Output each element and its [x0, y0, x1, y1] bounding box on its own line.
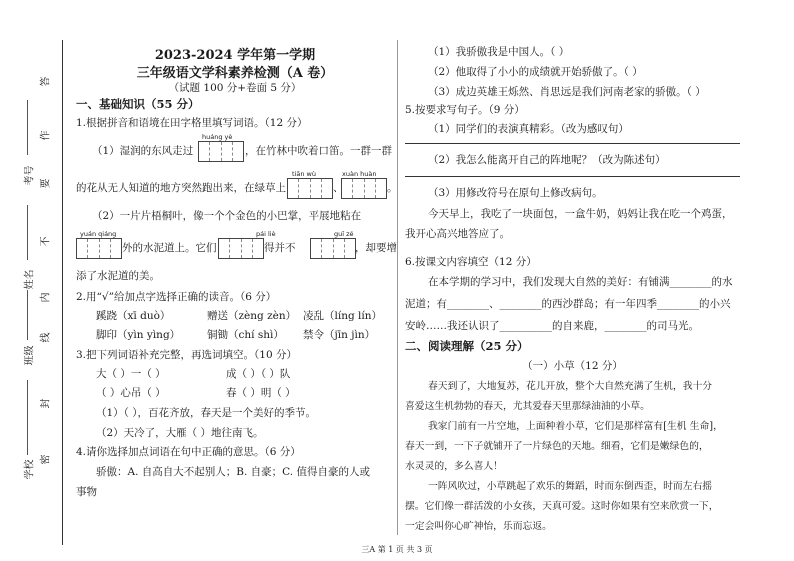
exam-title: 三年级语文学科素养检测（A 卷）: [136, 66, 334, 81]
class-label: 班级: [24, 345, 36, 366]
q2-option[interactable]: 脚印（yìn yìng）: [96, 329, 181, 341]
exam-score-note: （试题 100 分+卷面 5 分）: [168, 82, 302, 94]
section-1-title: 一、基础知识（55 分）: [76, 97, 200, 111]
q1-text: ，在竹林中吹着口笛。一群一群: [245, 145, 392, 157]
section-2-title: 二、阅读理解（25 分）: [405, 339, 529, 353]
column-divider: [397, 40, 398, 535]
q2-option[interactable]: 赠送（zèng zèn）: [207, 310, 297, 322]
question-4: 4.请你选择加点词语在句中正确的意思。（6 分）: [76, 446, 301, 458]
passage-line: 春天一到，一下子就铺开了一片绿色的天地。细看，它们是嫩绿色的，: [405, 441, 709, 452]
q4-sentence[interactable]: （1）我骄傲我是中国人。（ ）: [428, 46, 570, 58]
binding-label: 作: [40, 130, 52, 141]
q1-text: 添了水泥道的美。: [76, 270, 160, 282]
q5-instruction: （2）我怎么能离开自己的阵地呢？（改为陈述句）: [428, 154, 666, 166]
pinyin: tiān wù: [292, 170, 316, 178]
passage-line: 喜爱这生机勃勃的春天，尤其爱春天里那绿油油的小草。: [405, 401, 650, 412]
tianzige-box[interactable]: [310, 238, 356, 259]
q6-fill[interactable]: 泥道；有________、________的西沙群岛；有一年四季________的小兴: [405, 298, 731, 310]
q3-idiom[interactable]: 春（ ）明（ ）: [226, 387, 296, 399]
name-label: 姓名: [24, 269, 36, 290]
binding-label: 封: [40, 398, 52, 409]
passage-line: 我家门前有一片空地，上面种着小草，它们是那样富有[生机 生命]，: [428, 421, 723, 432]
q1-text: （1）湿润的东风走过: [92, 145, 194, 157]
pinyin: huáng yè: [202, 133, 233, 141]
binding-label: 内: [40, 292, 52, 303]
school-label: 学校: [24, 459, 36, 480]
q4-definition: 事物: [76, 486, 97, 498]
answer-line[interactable]: [405, 143, 740, 144]
binding-line: [62, 40, 63, 545]
binding-label: 不: [40, 236, 52, 247]
passage-line: 一阵风吹过，小草跳起了欢乐的舞蹈，时而东倒西歪，时而左右摇: [428, 481, 713, 492]
passage-line: 水灵灵的，多么喜人！: [405, 461, 503, 472]
q1-text: （2）一片片梧桐叶，像一个个金色的小巴掌，平展地粘在: [92, 210, 362, 222]
q3-sentence[interactable]: （2）天冷了，大雁（ ）地往南飞。: [96, 427, 264, 439]
q5-instruction: （3）用修改符号在原句上修改病句。: [428, 187, 603, 199]
exam-number-label: 考号: [24, 165, 36, 186]
question-3: 3.把下列词语补充完整，再选词填空。（10 分）: [76, 349, 297, 361]
question-2: 2.用“√”给加点字选择正确的读音。（6 分）: [76, 291, 277, 303]
q5-paragraph[interactable]: 今天早上，我吃了一块面包，一盒牛奶，妈妈让我在吃一个鸡蛋，: [428, 208, 733, 220]
binding-label: 密: [40, 454, 52, 465]
q4-definition: 骄傲：A. 自高自大不起别人；B. 自豪；C. 值得自豪的人或: [96, 466, 370, 478]
q6-fill[interactable]: 在本学期的学习中，我们发现大自然的美好：有铺满________的水: [428, 276, 733, 288]
tianzige-box[interactable]: [198, 141, 244, 162]
q5-paragraph[interactable]: 我开心高兴地答应了。: [405, 228, 510, 240]
q3-idiom[interactable]: （ ）心吊（ ）: [96, 387, 166, 399]
q3-idiom[interactable]: 成（ ）（ ）队: [226, 368, 291, 380]
passage-line: 一定会叫你心旷神怡，乐而忘返。: [405, 521, 552, 532]
q1-text: 外的水泥道上。它们: [122, 242, 217, 254]
q2-option[interactable]: 凌乱（líng lín）: [303, 310, 383, 322]
exam-term: 2023-2024 学年第一学期: [154, 48, 316, 63]
name-field[interactable]: [27, 205, 28, 260]
school-field[interactable]: [27, 380, 28, 455]
passage-line: 春天到了，大地复苏，花儿开放，整个大自然充满了生机，我十分: [428, 381, 713, 392]
question-5: 5.按要求写句子。（9 分）: [405, 104, 525, 116]
answer-line[interactable]: [405, 176, 740, 177]
q2-option[interactable]: 铜锄（chí shì）: [207, 329, 284, 341]
tianzige-box[interactable]: [76, 238, 122, 259]
q5-instruction: （1）同学们的表演真精彩。（改为感叹句）: [428, 123, 629, 135]
passage-title: （一）小草（12 分）: [522, 360, 623, 372]
tianzige-box[interactable]: [218, 238, 264, 259]
exam-number-field[interactable]: [27, 100, 28, 155]
binding-label: 答: [40, 76, 52, 87]
binding-label: 要: [40, 178, 52, 189]
q6-fill[interactable]: 安岭……我还认识了__________的自来鹿，________的司马光。: [405, 320, 699, 332]
passage-line: 摆。它们像一群活泼的小女孩，天真可爱。这时你如果有空来欣赏一下，: [405, 501, 719, 512]
q4-sentence[interactable]: （2）他取得了小小的成绩就开始骄傲了。（ ）: [428, 66, 643, 78]
page-footer: 三A 第 1 页 共 3 页: [361, 545, 433, 554]
q3-idiom[interactable]: 大（ ）一（ ）: [96, 368, 166, 380]
pinyin: yuán qiáng: [80, 230, 117, 238]
q2-option[interactable]: 禁令（jīn jìn）: [303, 329, 376, 341]
q2-option[interactable]: 蹊跷（xī duò）: [96, 310, 171, 322]
question-1: 1.根据拼音和语境在田字格里填写词语。（12 分）: [76, 117, 308, 129]
q1-text: ，却要增: [355, 242, 397, 254]
tianzige-box[interactable]: [287, 178, 333, 199]
pinyin: xuàn huàn: [342, 170, 377, 178]
tianzige-box[interactable]: [341, 178, 387, 199]
q3-sentence[interactable]: （1）（ ），百花齐放，春天是一个美好的季节。: [96, 407, 317, 419]
question-6: 6.按课文内容填空（12 分）: [405, 256, 537, 268]
q4-sentence[interactable]: （3）成边英雄王烁然、肖思远是我们河南老家的骄傲。（ ）: [428, 86, 706, 98]
q1-text: 得并不: [264, 242, 296, 254]
q1-text: 。: [387, 182, 398, 194]
pinyin: pái liè: [256, 230, 276, 238]
q1-text: 的花从无人知道的地方突然跑出来，在绿草上: [76, 182, 286, 194]
binding-label: 线: [40, 332, 52, 343]
class-field[interactable]: [27, 290, 28, 340]
q1-text: 、: [333, 182, 344, 194]
pinyin: guī zé: [334, 230, 354, 238]
